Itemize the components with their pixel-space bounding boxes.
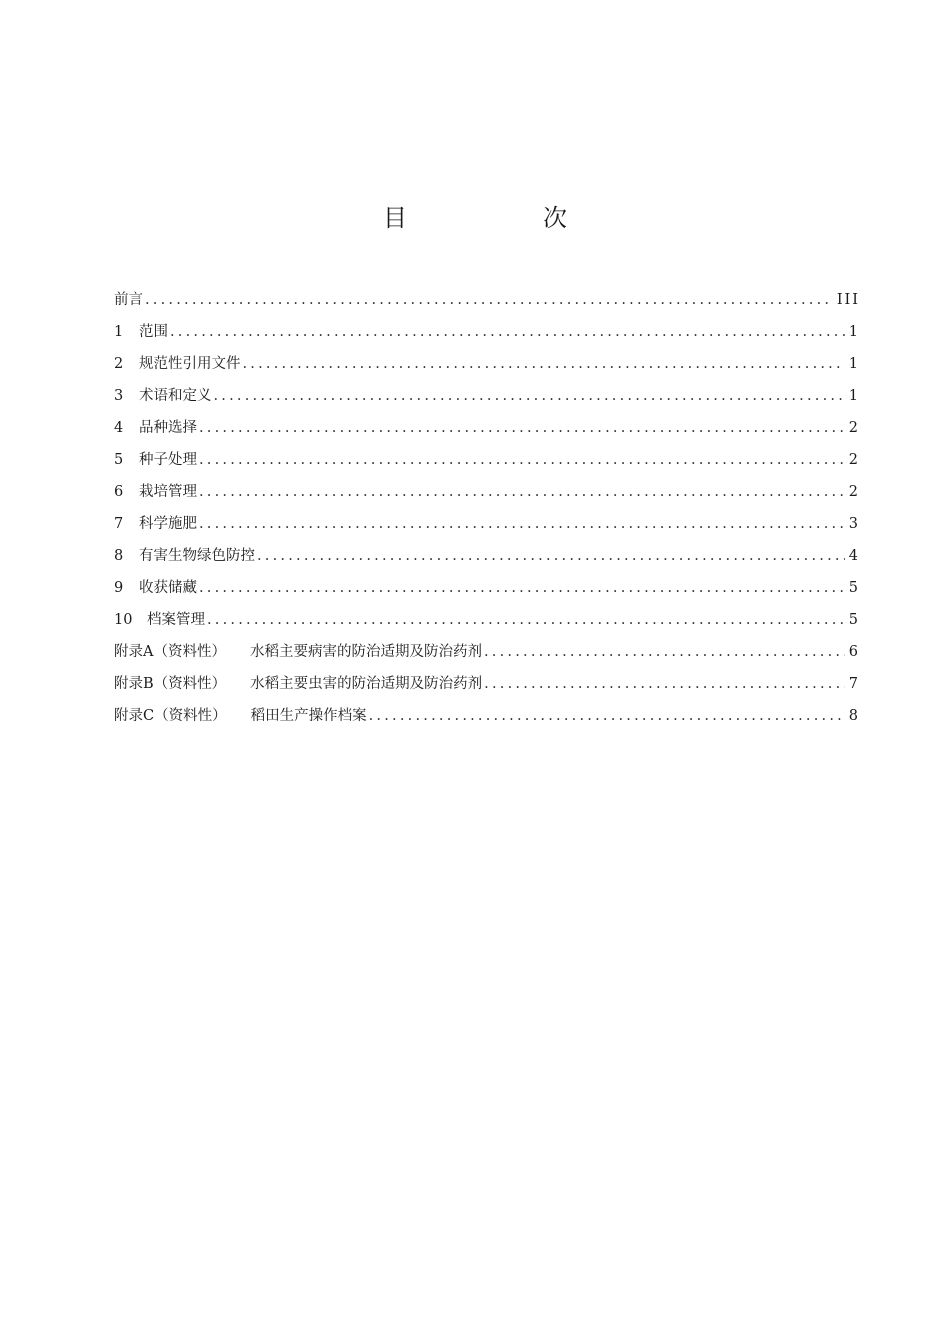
toc-entry-page: 2 [848, 452, 860, 468]
toc-leader-dots [199, 444, 845, 476]
toc-entry-label: 前言 [114, 292, 143, 308]
toc-entry-page: 2 [848, 420, 860, 436]
toc-entry-label: 有害生物绿色防控 [139, 548, 255, 564]
toc-entry-9[interactable] [114, 572, 860, 604]
toc-entry-page: 1 [848, 356, 860, 372]
toc-entry-page: 4 [848, 548, 860, 564]
toc-leader-dots [243, 348, 845, 380]
toc-leader-dots [207, 604, 845, 636]
toc-leader-dots [484, 668, 845, 700]
toc-appendix-label: 水稻主要病害的防治适期及防治药剂 [249, 644, 482, 660]
toc-entry-label: 档案管理 [147, 612, 205, 628]
toc-entry-page: 1 [848, 324, 860, 340]
toc-leader-dots [214, 380, 845, 412]
toc-leader-dots [257, 540, 845, 572]
toc-entry-4[interactable] [114, 412, 860, 444]
toc-entry-label: 收获储藏 [139, 580, 197, 596]
toc-leader-dots [484, 636, 845, 668]
toc-leader-dots [199, 412, 845, 444]
toc-entry-6[interactable] [114, 476, 860, 508]
toc-entry-label: 范围 [139, 324, 168, 340]
toc-appendix-c[interactable] [114, 700, 860, 732]
toc-entry-1[interactable] [114, 316, 860, 348]
toc-leader-dots [369, 700, 845, 732]
toc-appendix-prefix: 附录A（资料性） [114, 644, 226, 660]
toc-leader-dots [199, 572, 845, 604]
toc-entry-page: 6 [848, 644, 860, 660]
toc-entry-number: 6 [114, 484, 124, 500]
toc-appendix-a[interactable] [114, 636, 860, 668]
toc-entry-10[interactable] [114, 604, 860, 636]
toc-entry-page: 8 [848, 708, 860, 724]
toc-entry-number: 5 [114, 452, 124, 468]
toc-entry-number: 8 [114, 548, 124, 564]
toc-leader-dots [145, 284, 833, 316]
toc-gap [226, 636, 250, 668]
toc-appendix-label: 稻田生产操作档案 [250, 708, 367, 724]
toc-appendix-prefix: 附录B（资料性） [114, 676, 227, 692]
toc-entry-page: 5 [848, 612, 860, 628]
toc-appendix-b[interactable] [114, 668, 860, 700]
table-of-contents [114, 284, 860, 732]
toc-entry-number: 1 [114, 324, 124, 340]
toc-entry-label: 种子处理 [139, 452, 197, 468]
toc-entry-page: 1 [848, 388, 860, 404]
toc-leader-dots [199, 508, 845, 540]
toc-entry-label: 栽培管理 [139, 484, 197, 500]
toc-leader-dots [199, 476, 845, 508]
toc-entry-label: 规范性引用文件 [139, 356, 241, 372]
toc-entry-number: 4 [114, 420, 124, 436]
toc-entry-number: 9 [114, 580, 124, 596]
toc-gap [227, 700, 251, 732]
toc-entry-page: 5 [848, 580, 860, 596]
toc-entry-5[interactable] [114, 444, 860, 476]
toc-entry-8[interactable] [114, 540, 860, 572]
toc-entry-page: III [836, 292, 860, 308]
toc-entry-7[interactable] [114, 508, 860, 540]
toc-gap [226, 668, 250, 700]
toc-entry-page: 2 [848, 484, 860, 500]
toc-title: 目 次 [383, 204, 623, 232]
toc-entry-label: 品种选择 [139, 420, 197, 436]
toc-entry-2[interactable] [114, 348, 860, 380]
toc-entry-page: 7 [848, 676, 860, 692]
toc-entry-number: 10 [114, 612, 133, 628]
toc-entry-3[interactable] [114, 380, 860, 412]
toc-entry-foreword[interactable] [114, 284, 860, 316]
toc-entry-label: 科学施肥 [139, 516, 197, 532]
toc-entry-number: 3 [114, 388, 124, 404]
toc-entry-number: 2 [114, 356, 124, 372]
toc-leader-dots [170, 316, 845, 348]
toc-appendix-prefix: 附录C（资料性） [114, 708, 227, 724]
toc-entry-label: 术语和定义 [139, 388, 212, 404]
toc-entry-page: 3 [848, 516, 860, 532]
toc-appendix-label: 水稻主要虫害的防治适期及防治药剂 [250, 676, 483, 692]
toc-entry-number: 7 [114, 516, 124, 532]
